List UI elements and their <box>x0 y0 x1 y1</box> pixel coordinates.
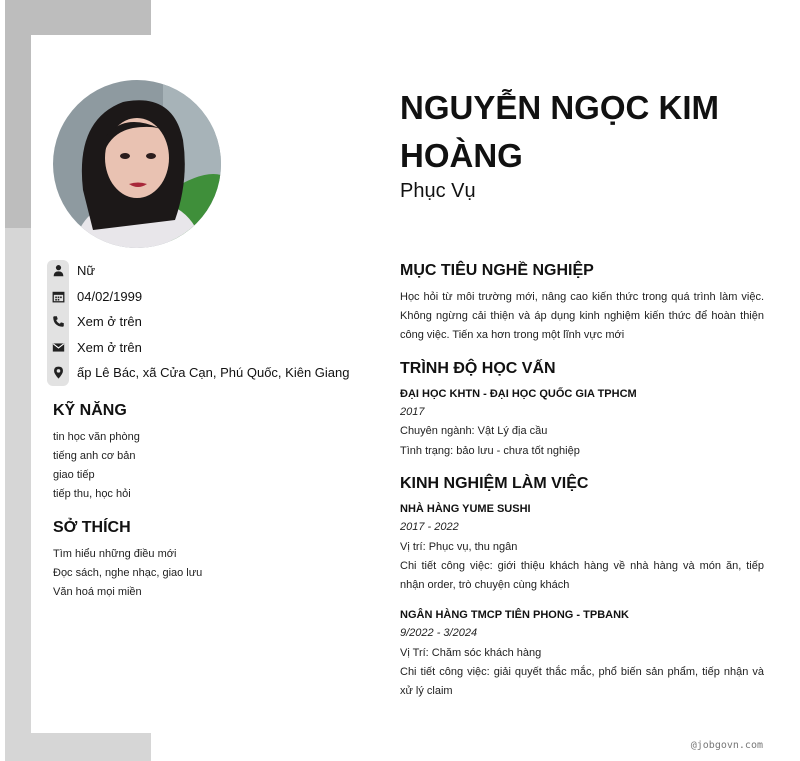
job-period: 2017 - 2022 <box>400 521 459 533</box>
hobby-item: Văn hoá mọi miền <box>53 586 142 598</box>
skill-item: tiếp thu, học hỏi <box>53 488 131 500</box>
experience-title: KINH NGHIỆM LÀM VIỆC <box>400 475 589 492</box>
job-role: Vị trí: Phục vụ, thu ngân <box>400 541 518 553</box>
mail-icon <box>47 336 69 358</box>
location-icon <box>47 361 69 383</box>
contact-gender <box>47 258 95 282</box>
person-icon <box>47 259 69 281</box>
objective-title: MỤC TIÊU NGHỀ NGHIỆP <box>400 262 594 279</box>
decor-block-left <box>5 228 31 761</box>
job-details: Chi tiết công việc: giới thiệu khách hàng về nhà hàng và món ăn, tiếp nhận order, trò chuyện cùng khách <box>400 560 764 591</box>
education-school: ĐẠI HỌC KHTN - ĐẠI HỌC QUỐC GIA TPHCM <box>400 388 637 400</box>
decor-block-bottom <box>31 733 151 761</box>
avatar <box>53 80 221 248</box>
skills-title: KỸ NĂNG <box>53 402 127 419</box>
skill-item: tiếng anh cơ bản <box>53 450 136 462</box>
contact-address <box>47 360 349 384</box>
job-period: 9/2022 - 3/2024 <box>400 627 478 639</box>
address-value: ấp Lê Bác, xã Cửa Cạn, Phú Quốc, Kiên Giang <box>77 364 350 380</box>
gender-value: Nữ <box>77 262 96 278</box>
contact-birthdate <box>47 284 142 308</box>
contact-email <box>47 335 142 359</box>
email-value: Xem ở trên <box>77 339 142 355</box>
job-details: Chi tiết công việc: giải quyết thắc mắc, phổ biến sản phẩm, tiếp nhận và xử lý claim <box>400 666 764 697</box>
education-title: TRÌNH ĐỘ HỌC VẤN <box>400 360 556 377</box>
objective-text: Học hỏi từ môi trường mới, nâng cao kiến thức trong quá trình làm việc. Không ngừng cải thiện và áp dụng kinh nghiệm kiến thức để hoàn thiện công việc. Tiến xa hơn trong một lĩnh vực mới <box>400 291 764 341</box>
skill-item: giao tiếp <box>53 469 95 481</box>
avatar-photo <box>53 80 221 248</box>
phone-value: Xem ở trên <box>77 313 142 329</box>
education-year: 2017 <box>400 406 425 418</box>
skill-item: tin học văn phòng <box>53 431 140 443</box>
candidate-position: Phục Vụ <box>400 180 476 202</box>
job-company: NGÂN HÀNG TMCP TIÊN PHONG - TPBANK <box>400 609 629 621</box>
job-role: Vị Trí: Chăm sóc khách hàng <box>400 647 542 659</box>
education-status: Tình trạng: bảo lưu - chưa tốt nghiệp <box>400 445 580 457</box>
hobby-item: Đọc sách, nghe nhạc, giao lưu <box>53 567 203 579</box>
watermark: @jobgovn.com <box>690 740 763 751</box>
hobbies-title: SỞ THÍCH <box>53 519 131 536</box>
calendar-icon <box>47 285 69 307</box>
education-major: Chuyên ngành: Vật Lý địa cầu <box>400 425 548 437</box>
contact-phone <box>47 309 142 333</box>
phone-icon <box>47 310 69 332</box>
birthdate-value: 04/02/1999 <box>77 288 143 304</box>
job-company: NHÀ HÀNG YUME SUSHI <box>400 503 531 515</box>
candidate-name: NGUYỄN NGỌC KIM HOÀNG <box>400 89 720 174</box>
hobby-item: Tìm hiểu những điều mới <box>53 548 177 560</box>
